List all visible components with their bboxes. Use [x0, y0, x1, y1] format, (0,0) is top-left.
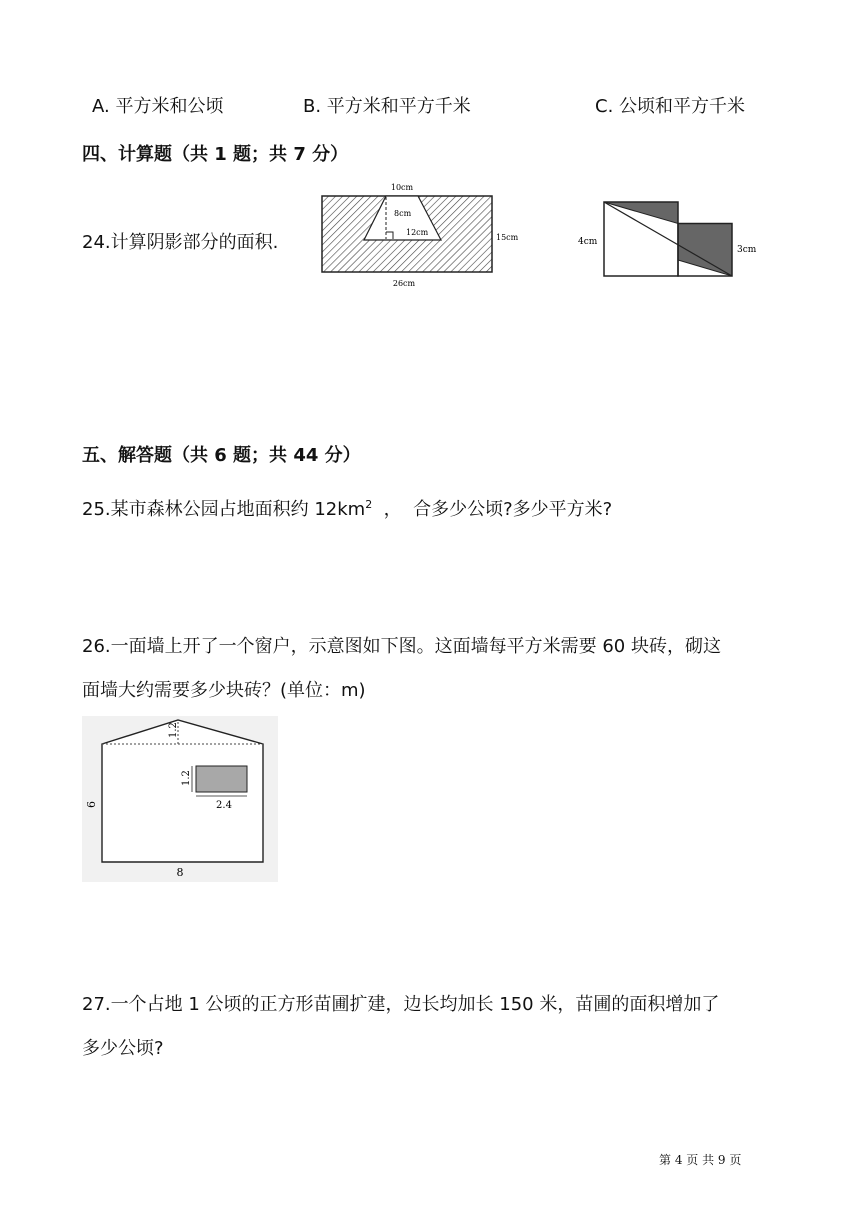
question-26-line-1: 26.一面墙上开了一个窗户，示意图如下图。这面墙每平方米需要 60 块砖，砌这: [82, 636, 721, 657]
label-4cm: 4cm: [578, 237, 598, 247]
label-12cm: 12cm: [406, 228, 429, 237]
label-window-height: 1.2: [181, 770, 192, 786]
section-4-heading: 四、计算题（共 1 题；共 7 分）: [82, 144, 349, 165]
label-roof-height: 1.2: [168, 722, 179, 738]
option-a: A. 平方米和公顷: [92, 96, 224, 117]
wall-window-figure: [82, 716, 278, 882]
label-wall-width: 8: [176, 866, 184, 879]
label-window-width: 2.4: [216, 800, 232, 811]
question-24-text: 24.计算阴影部分的面积.: [82, 232, 279, 253]
label-wall-height: 6: [85, 801, 98, 808]
label-26cm: 26cm: [392, 279, 416, 288]
two-squares-figure: [574, 196, 770, 282]
label-15cm: 15cm: [496, 233, 519, 242]
option-c: C. 公顷和平方千米: [595, 96, 746, 117]
option-b: B. 平方米和平方千米: [303, 96, 471, 117]
trapezoid-rectangle-figure: [316, 180, 526, 292]
section-5-heading: 五、解答题（共 6 题；共 44 分）: [82, 445, 361, 466]
page-footer: 第 4 页 共 9 页: [659, 1153, 742, 1167]
question-27-line-2: 多少公顷?: [82, 1038, 164, 1059]
question-27-line-1: 27.一个占地 1 公顷的正方形苗圃扩建，边长均加长 150 米，苗圃的面积增加了: [82, 994, 720, 1015]
label-3cm: 3cm: [737, 245, 757, 255]
window-rect: [196, 766, 247, 792]
question-25-text: 25.某市森林公园占地面积约 $12km^2$ ， 合多少公顷?多少平方米?: [82, 498, 613, 520]
question-26-line-2: 面墙大约需要多少块砖？(单位：m): [82, 680, 366, 701]
shaded-triangle-top: [604, 202, 678, 224]
label-8cm: 8cm: [394, 209, 412, 218]
label-10cm: 10cm: [390, 183, 414, 192]
